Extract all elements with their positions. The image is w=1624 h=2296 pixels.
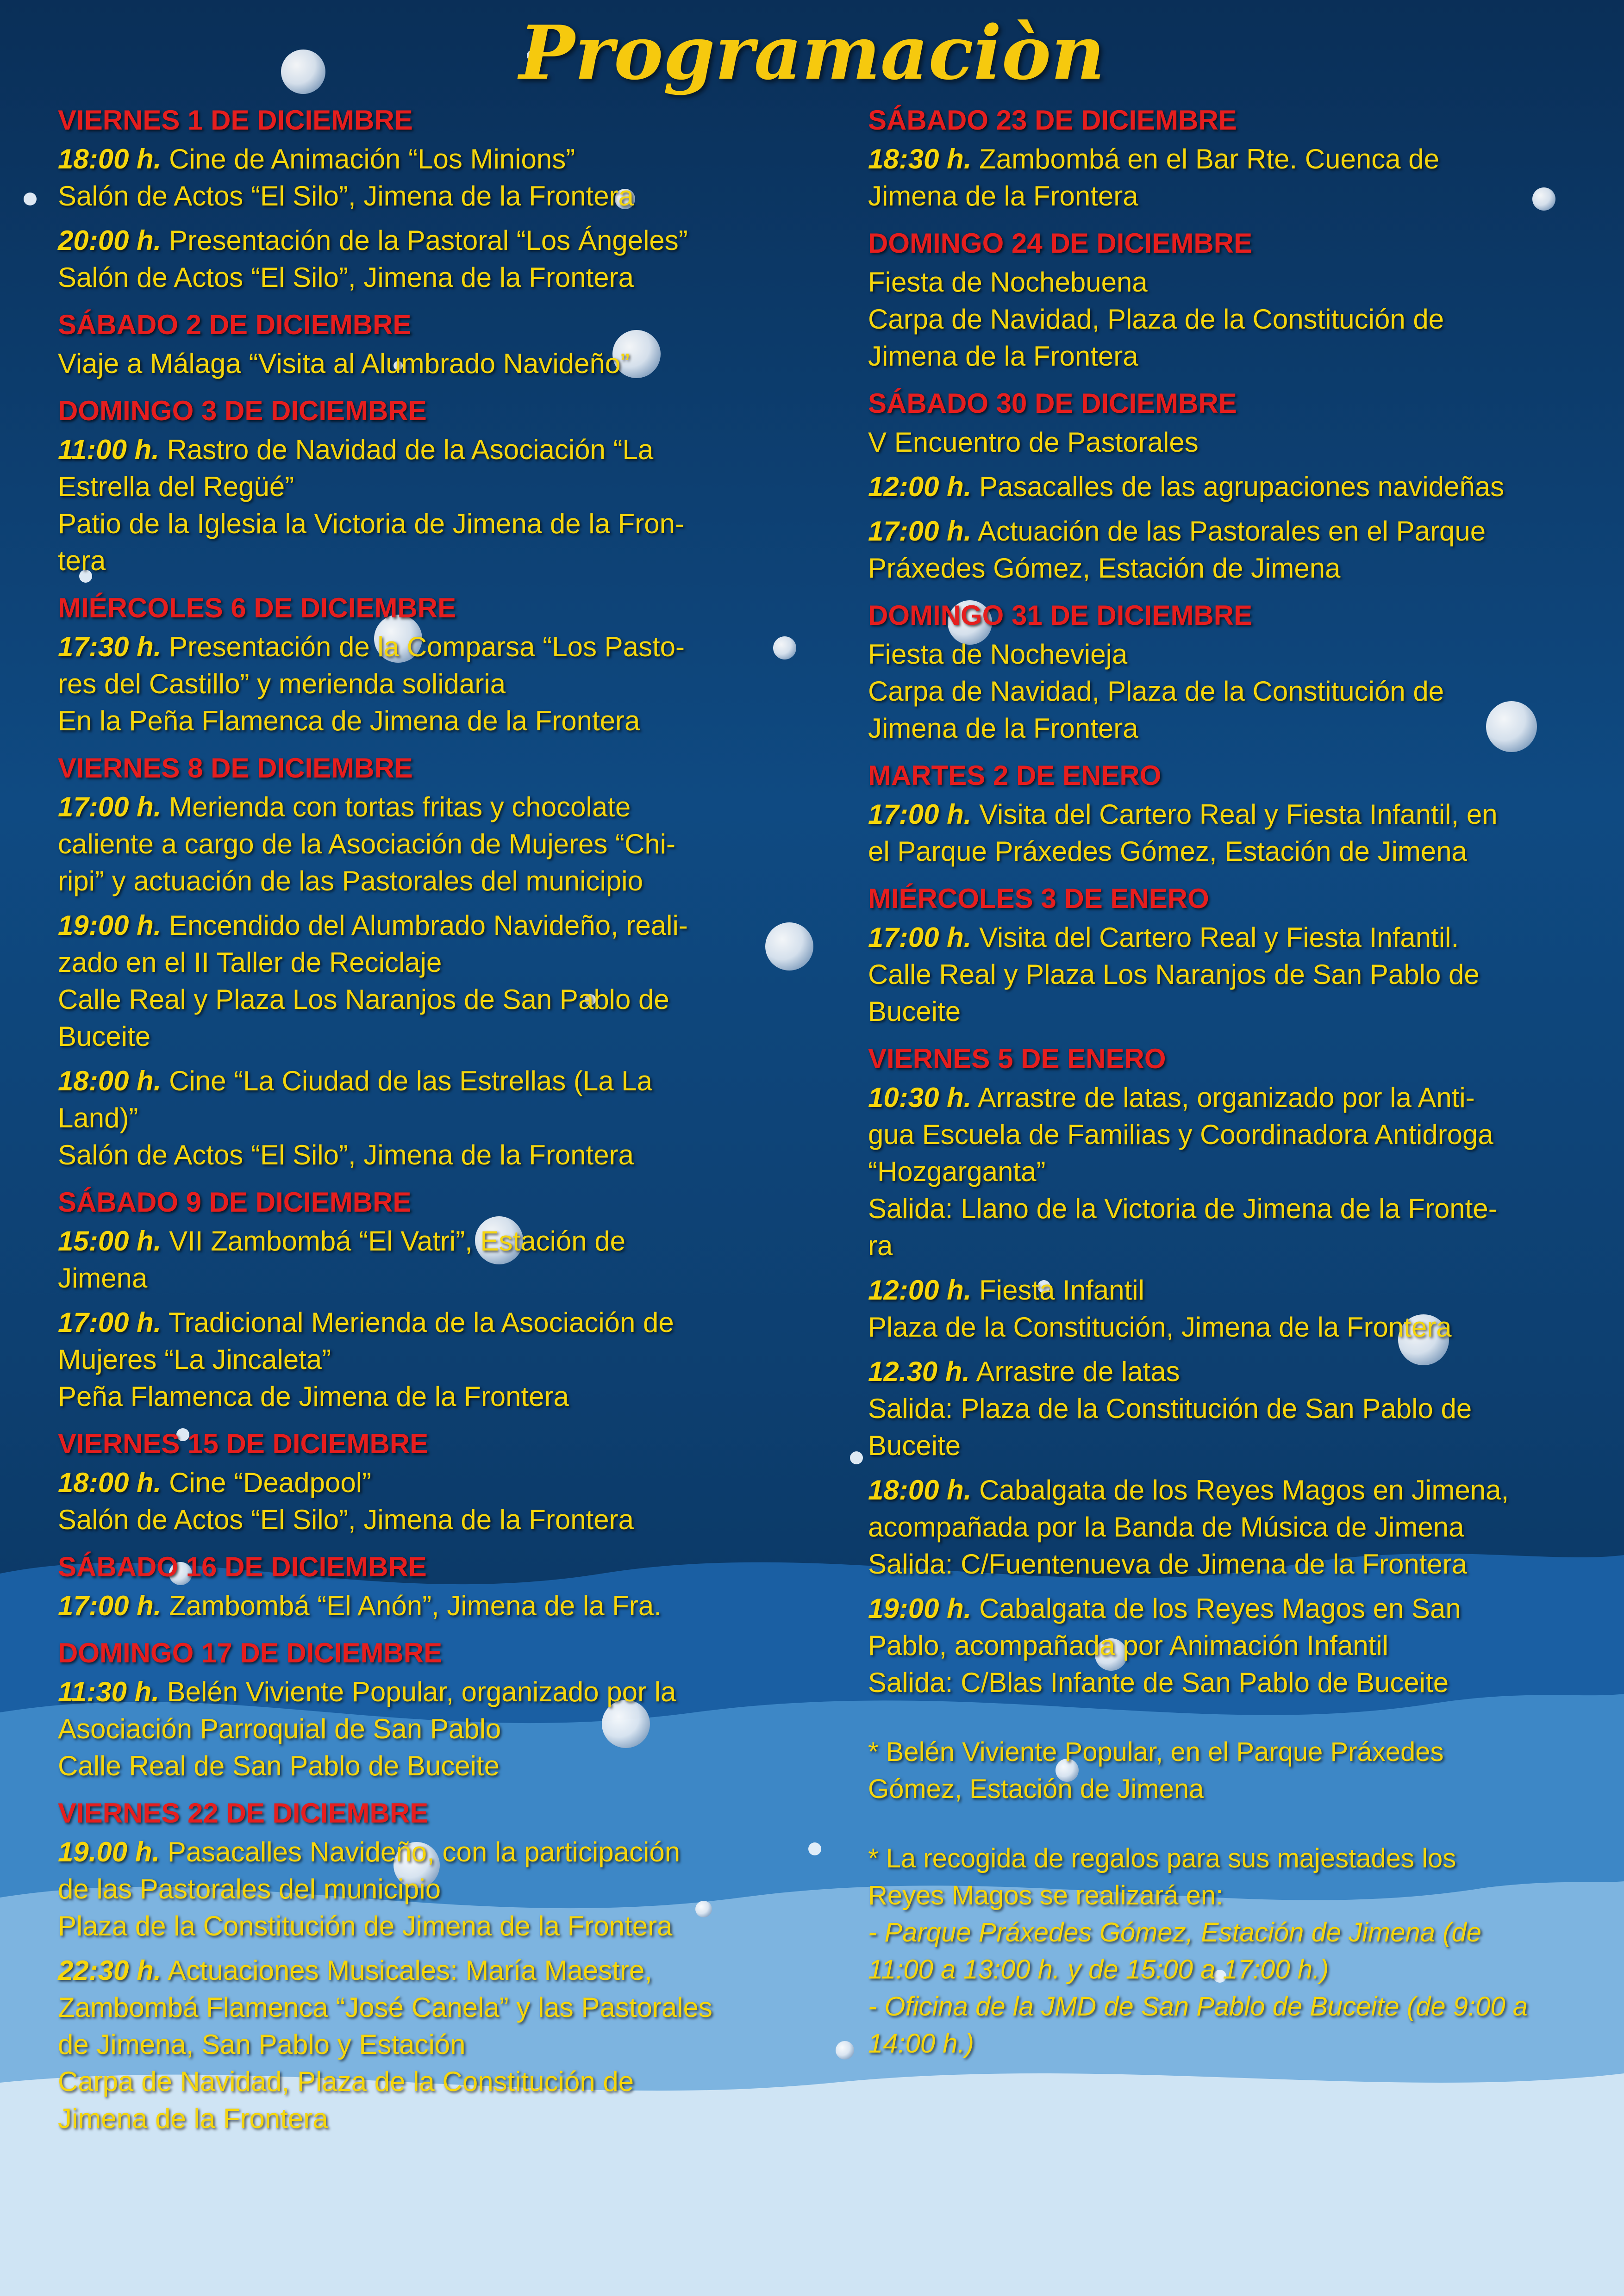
event-line: [868, 1309, 1581, 1346]
event-text: Jimena de la Frontera: [868, 341, 1138, 372]
event-text: tera: [58, 545, 106, 576]
day-heading: SÁBADO 2 DE DICIEMBRE: [58, 309, 412, 340]
day-heading: SÁBADO 23 DE DICIEMBRE: [868, 105, 1237, 136]
event-line: [58, 1834, 780, 1871]
event-line: [868, 141, 1581, 178]
event-text: de las Pastorales del municipio: [58, 1873, 441, 1904]
event-item: [58, 789, 780, 900]
event-time: 17:00 h.: [868, 516, 972, 547]
event-item: [58, 1587, 780, 1624]
event-line: [868, 710, 1581, 747]
event-text: ra: [868, 1230, 893, 1261]
event-text: Carpa de Navidad, Plaza de la Constitución de: [868, 304, 1444, 335]
event-text: Salón de Actos “El Silo”, Jimena de la Frontera: [58, 262, 634, 293]
event-line: [868, 919, 1581, 956]
event-text: Actuaciones Musicales: María Maestre,: [167, 1955, 652, 1986]
event-text: Visita del Cartero Real y Fiesta Infantil, en: [979, 799, 1498, 830]
event-time: 11:30 h.: [58, 1676, 159, 1707]
event-time: 18:00 h.: [58, 1065, 162, 1096]
event-line: [58, 1304, 780, 1341]
event-text: Zambombá en el Bar Rte. Cuenca de: [979, 143, 1439, 174]
event-line: [58, 703, 780, 740]
event-text: Salón de Actos “El Silo”, Jimena de la Frontera: [58, 1139, 634, 1170]
event-line: [868, 1227, 1581, 1264]
event-item: [868, 264, 1581, 375]
event-text: Buceite: [868, 1430, 961, 1461]
event-text: “Hozgarganta”: [868, 1156, 1046, 1187]
event-line: [868, 178, 1581, 215]
event-item: [58, 1952, 780, 2137]
event-line: [868, 264, 1581, 301]
event-text: Salida: C/Fuentenueva de Jimena de la Frontera: [868, 1549, 1468, 1580]
event-line: [868, 550, 1581, 587]
note-block: [868, 1734, 1581, 1808]
event-text: Jimena de la Frontera: [868, 180, 1138, 212]
event-text: Salida: C/Blas Infante de San Pablo de Buceite: [868, 1667, 1449, 1698]
event-text: Rastro de Navidad de la Asociación “La: [167, 434, 654, 465]
event-line: [868, 1190, 1581, 1227]
event-item: [868, 1272, 1581, 1346]
event-text: Salón de Actos “El Silo”, Jimena de la Frontera: [58, 1504, 634, 1535]
event-text: Salida: Llano de la Victoria de Jimena de la Fronte-: [868, 1193, 1498, 1224]
event-line: [868, 1664, 1581, 1701]
event-line: [868, 1546, 1581, 1583]
day-heading: SÁBADO 9 DE DICIEMBRE: [58, 1187, 412, 1218]
note-line-italic: - Parque Práxedes Gómez, Estación de Jimena (de: [868, 1917, 1481, 1948]
note-block: [868, 1840, 1581, 2062]
event-text: Peña Flamenca de Jimena de la Frontera: [58, 1381, 569, 1412]
event-text: de Jimena, San Pablo y Estación: [58, 2029, 466, 2060]
event-line: [868, 636, 1581, 673]
event-text: ripi” y actuación de las Pastorales del municipio: [58, 865, 643, 896]
event-line: [58, 1501, 780, 1538]
event-item: [868, 1353, 1581, 1464]
event-line: [58, 542, 780, 579]
event-line: [58, 178, 780, 215]
event-text: Presentación de la Pastoral “Los Ángeles”: [169, 225, 688, 256]
day-heading: DOMINGO 24 DE DICIEMBRE: [868, 228, 1253, 259]
event-text: Calle Real y Plaza Los Naranjos de San Pablo de: [58, 984, 669, 1015]
day-heading: DOMINGO 31 DE DICIEMBRE: [868, 600, 1253, 631]
event-text: Cabalgata de los Reyes Magos en Jimena,: [979, 1475, 1509, 1506]
event-line: [868, 1153, 1581, 1190]
event-line: [868, 468, 1581, 505]
event-text: Carpa de Navidad, Plaza de la Constitución de: [58, 2066, 634, 2097]
event-text: caliente a cargo de la Asociación de Mujeres “Chi-: [58, 828, 676, 859]
day-heading: VIERNES 22 DE DICIEMBRE: [58, 1798, 429, 1829]
event-item: [868, 424, 1581, 461]
event-line: [868, 1272, 1581, 1309]
event-line: [58, 2026, 780, 2063]
event-text: Buceite: [58, 1021, 151, 1052]
event-text: Jimena de la Frontera: [58, 2103, 328, 2134]
event-line: [868, 796, 1581, 833]
event-text: Patio de la Iglesia la Victoria de Jimena de la Fron-: [58, 508, 684, 539]
event-item: [58, 222, 780, 296]
day-heading: VIERNES 1 DE DICIEMBRE: [58, 105, 413, 136]
event-time: 19:00 h.: [58, 910, 162, 941]
event-item: [868, 1079, 1581, 1264]
event-text: acompañada por la Banda de Música de Jimena: [868, 1512, 1464, 1543]
note-line: * La recogida de regalos para sus majestades los: [868, 1843, 1456, 1873]
event-text: Buceite: [868, 996, 961, 1027]
event-line: [868, 1353, 1581, 1390]
event-time: 18:00 h.: [58, 1467, 162, 1498]
note-line: * Belén Viviente Popular, en el Parque Práxedes: [868, 1737, 1444, 1767]
event-line: [868, 993, 1581, 1030]
event-text: gua Escuela de Familias y Coordinadora Antidroga: [868, 1119, 1493, 1150]
event-text: Jimena: [58, 1263, 148, 1294]
event-line: [868, 338, 1581, 375]
event-text: Presentación de la Comparsa “Los Pasto-: [169, 631, 685, 662]
event-line: [58, 907, 780, 944]
event-item: [58, 1464, 780, 1538]
event-line: [58, 944, 780, 981]
event-line: [868, 956, 1581, 993]
event-text: Zambombá “El Anón”, Jimena de la Fra.: [169, 1590, 662, 1621]
event-text: Plaza de la Constitución de Jimena de la Frontera: [58, 1910, 673, 1941]
event-time: 15:00 h.: [58, 1226, 162, 1257]
event-text: Salón de Actos “El Silo”, Jimena de la Frontera: [58, 180, 634, 212]
event-line: [58, 789, 780, 826]
event-line: [58, 1341, 780, 1378]
event-line: [58, 431, 780, 468]
right-column-schedule: [868, 102, 1581, 2062]
event-item: [58, 1674, 780, 1785]
event-line: [58, 1464, 780, 1501]
event-line: [58, 1989, 780, 2026]
event-line: [58, 1587, 780, 1624]
event-text: Cine “Deadpool”: [169, 1467, 372, 1498]
event-line: [58, 666, 780, 703]
event-item: [868, 513, 1581, 587]
event-text: Práxedes Gómez, Estación de Jimena: [868, 553, 1341, 584]
note-line: Reyes Magos se realizará en:: [868, 1880, 1224, 1910]
event-line: [58, 222, 780, 259]
event-time: 17:00 h.: [58, 791, 162, 822]
event-time: 18:30 h.: [868, 143, 972, 174]
event-text: Viaje a Málaga “Visita al Alumbrado Navideño”: [58, 348, 630, 379]
event-text: Arrastre de latas, organizado por la Anti-: [977, 1082, 1475, 1113]
left-column-schedule: [58, 102, 780, 2137]
event-text: Tradicional Merienda de la Asociación de: [169, 1307, 674, 1338]
event-line: [868, 301, 1581, 338]
event-text: Merienda con tortas fritas y chocolate: [169, 791, 631, 822]
event-text: Land)”: [58, 1102, 138, 1133]
event-line: [58, 1908, 780, 1945]
event-item: [58, 1834, 780, 1945]
event-item: [58, 628, 780, 740]
event-text: Cine de Animación “Los Minions”: [169, 143, 575, 174]
event-text: Visita del Cartero Real y Fiesta Infantil.: [979, 922, 1459, 953]
event-line: [868, 1627, 1581, 1664]
event-line: [58, 2063, 780, 2100]
event-line: [58, 345, 780, 382]
day-heading: VIERNES 15 DE DICIEMBRE: [58, 1428, 429, 1459]
event-time: 12.30 h.: [868, 1356, 970, 1387]
day-heading: MIÉRCOLES 6 DE DICIEMBRE: [58, 592, 456, 623]
event-line: [58, 1260, 780, 1297]
event-text: Plaza de la Constitución, Jimena de la Frontera: [868, 1312, 1452, 1343]
event-item: [58, 907, 780, 1055]
event-text: Cabalgata de los Reyes Magos en San: [979, 1593, 1461, 1624]
event-line: [58, 1378, 780, 1415]
event-text: Salida: Plaza de la Constitución de San Pablo de: [868, 1393, 1472, 1424]
event-line: [58, 1018, 780, 1055]
note-line-italic: - Oficina de la JMD de San Pablo de Buceite (de 9:00 a: [868, 1991, 1528, 2022]
event-line: [868, 424, 1581, 461]
event-line: [868, 1427, 1581, 1464]
event-time: 17:00 h.: [868, 922, 972, 953]
event-line: [58, 1137, 780, 1174]
event-time: 10:30 h.: [868, 1082, 972, 1113]
day-heading: SÁBADO 16 DE DICIEMBRE: [58, 1551, 427, 1582]
event-line: [58, 1100, 780, 1137]
event-time: 12:00 h.: [868, 1275, 972, 1306]
event-item: [868, 796, 1581, 870]
event-time: 11:00 h.: [58, 434, 159, 465]
event-line: [868, 1390, 1581, 1427]
note-line-italic: 11:00 a 13:00 h. y de 15:00 a 17:00 h.): [868, 1954, 1329, 1985]
event-time: 17:00 h.: [58, 1307, 162, 1338]
event-line: [868, 1116, 1581, 1153]
day-heading: VIERNES 5 DE ENERO: [868, 1043, 1166, 1074]
event-text: Pasacalles de las agrupaciones navideñas: [979, 471, 1505, 502]
event-line: [58, 259, 780, 296]
event-line: [868, 513, 1581, 550]
note-line: Gómez, Estación de Jimena: [868, 1774, 1204, 1804]
day-heading: DOMINGO 3 DE DICIEMBRE: [58, 395, 427, 426]
event-line: [868, 1472, 1581, 1509]
event-time: 19:00 h.: [868, 1593, 972, 1624]
event-text: Arrastre de latas: [976, 1356, 1180, 1387]
event-line: [58, 468, 780, 505]
event-line: [58, 1063, 780, 1100]
event-line: [868, 673, 1581, 710]
event-text: V Encuentro de Pastorales: [868, 427, 1199, 458]
event-line: [58, 1223, 780, 1260]
event-text: zado en el II Taller de Reciclaje: [58, 947, 442, 978]
event-line: [868, 1590, 1581, 1627]
event-text: Pasacalles Navideño, con la participación: [167, 1836, 681, 1867]
event-line: [58, 981, 780, 1018]
event-item: [58, 1063, 780, 1174]
event-time: 12:00 h.: [868, 471, 972, 502]
event-line: [58, 628, 780, 666]
event-text: Encendido del Alumbrado Navideño, reali-: [169, 910, 688, 941]
event-line: [58, 826, 780, 863]
event-line: [58, 505, 780, 542]
event-time: 22:30 h.: [58, 1955, 162, 1986]
event-item: [868, 1590, 1581, 1701]
event-time: 18:00 h.: [868, 1475, 972, 1506]
event-text: Mujeres “La Jincaleta”: [58, 1344, 331, 1375]
event-line: [58, 141, 780, 178]
day-heading: DOMINGO 17 DE DICIEMBRE: [58, 1637, 443, 1668]
day-heading: SÁBADO 30 DE DICIEMBRE: [868, 388, 1237, 419]
event-line: [868, 1079, 1581, 1116]
event-line: [58, 863, 780, 900]
event-text: Belén Viviente Popular, organizado por la: [167, 1676, 676, 1707]
event-time: 20:00 h.: [58, 225, 162, 256]
event-text: Asociación Parroquial de San Pablo: [58, 1713, 501, 1744]
event-line: [58, 1674, 780, 1711]
event-line: [58, 1711, 780, 1748]
event-text: Fiesta de Nochebuena: [868, 267, 1148, 298]
event-text: VII Zambombá “El Vatri”, Estación de: [169, 1226, 626, 1257]
event-line: [58, 1952, 780, 1989]
event-item: [58, 1304, 780, 1415]
event-item: [58, 345, 780, 382]
event-time: 18:00 h.: [58, 143, 162, 174]
page-title: Programaciòn: [519, 9, 1105, 96]
event-time: 19.00 h.: [58, 1836, 160, 1867]
event-item: [868, 468, 1581, 505]
event-time: 17:30 h.: [58, 631, 162, 662]
event-item: [58, 431, 780, 579]
event-text: Fiesta Infantil: [979, 1275, 1144, 1306]
event-text: Actuación de las Pastorales en el Parque: [977, 516, 1486, 547]
event-item: [868, 141, 1581, 215]
event-text: res del Castillo” y merienda solidaria: [58, 668, 506, 699]
event-item: [868, 1472, 1581, 1583]
day-heading: VIERNES 8 DE DICIEMBRE: [58, 753, 413, 784]
note-line-italic: 14:00 h.): [868, 2028, 974, 2059]
event-time: 17:00 h.: [58, 1590, 162, 1621]
event-line: [868, 1509, 1581, 1546]
event-text: Calle Real y Plaza Los Naranjos de San Pablo de: [868, 959, 1480, 990]
day-heading: MIÉRCOLES 3 DE ENERO: [868, 883, 1209, 914]
event-text: Fiesta de Nochevieja: [868, 639, 1128, 670]
event-text: En la Peña Flamenca de Jimena de la Frontera: [58, 705, 640, 736]
event-item: [58, 141, 780, 215]
event-line: [58, 1871, 780, 1908]
day-heading: MARTES 2 DE ENERO: [868, 760, 1162, 791]
event-text: Carpa de Navidad, Plaza de la Constitución de: [868, 676, 1444, 707]
event-text: el Parque Práxedes Gómez, Estación de Jimena: [868, 836, 1468, 867]
event-item: [58, 1223, 780, 1297]
event-text: Cine “La Ciudad de las Estrellas (La La: [169, 1065, 653, 1096]
event-line: [58, 1748, 780, 1785]
event-line: [58, 2100, 780, 2137]
event-text: Pablo, acompañada por Animación Infantil: [868, 1630, 1389, 1661]
event-item: [868, 636, 1581, 747]
event-text: Zambombá Flamenca “José Canela” y las Pastorales: [58, 1992, 712, 2023]
event-text: Estrella del Regüé”: [58, 471, 294, 502]
event-time: 17:00 h.: [868, 799, 972, 830]
event-item: [868, 919, 1581, 1030]
event-text: Calle Real de San Pablo de Buceite: [58, 1750, 500, 1781]
event-line: [868, 833, 1581, 870]
event-text: Jimena de la Frontera: [868, 713, 1138, 744]
